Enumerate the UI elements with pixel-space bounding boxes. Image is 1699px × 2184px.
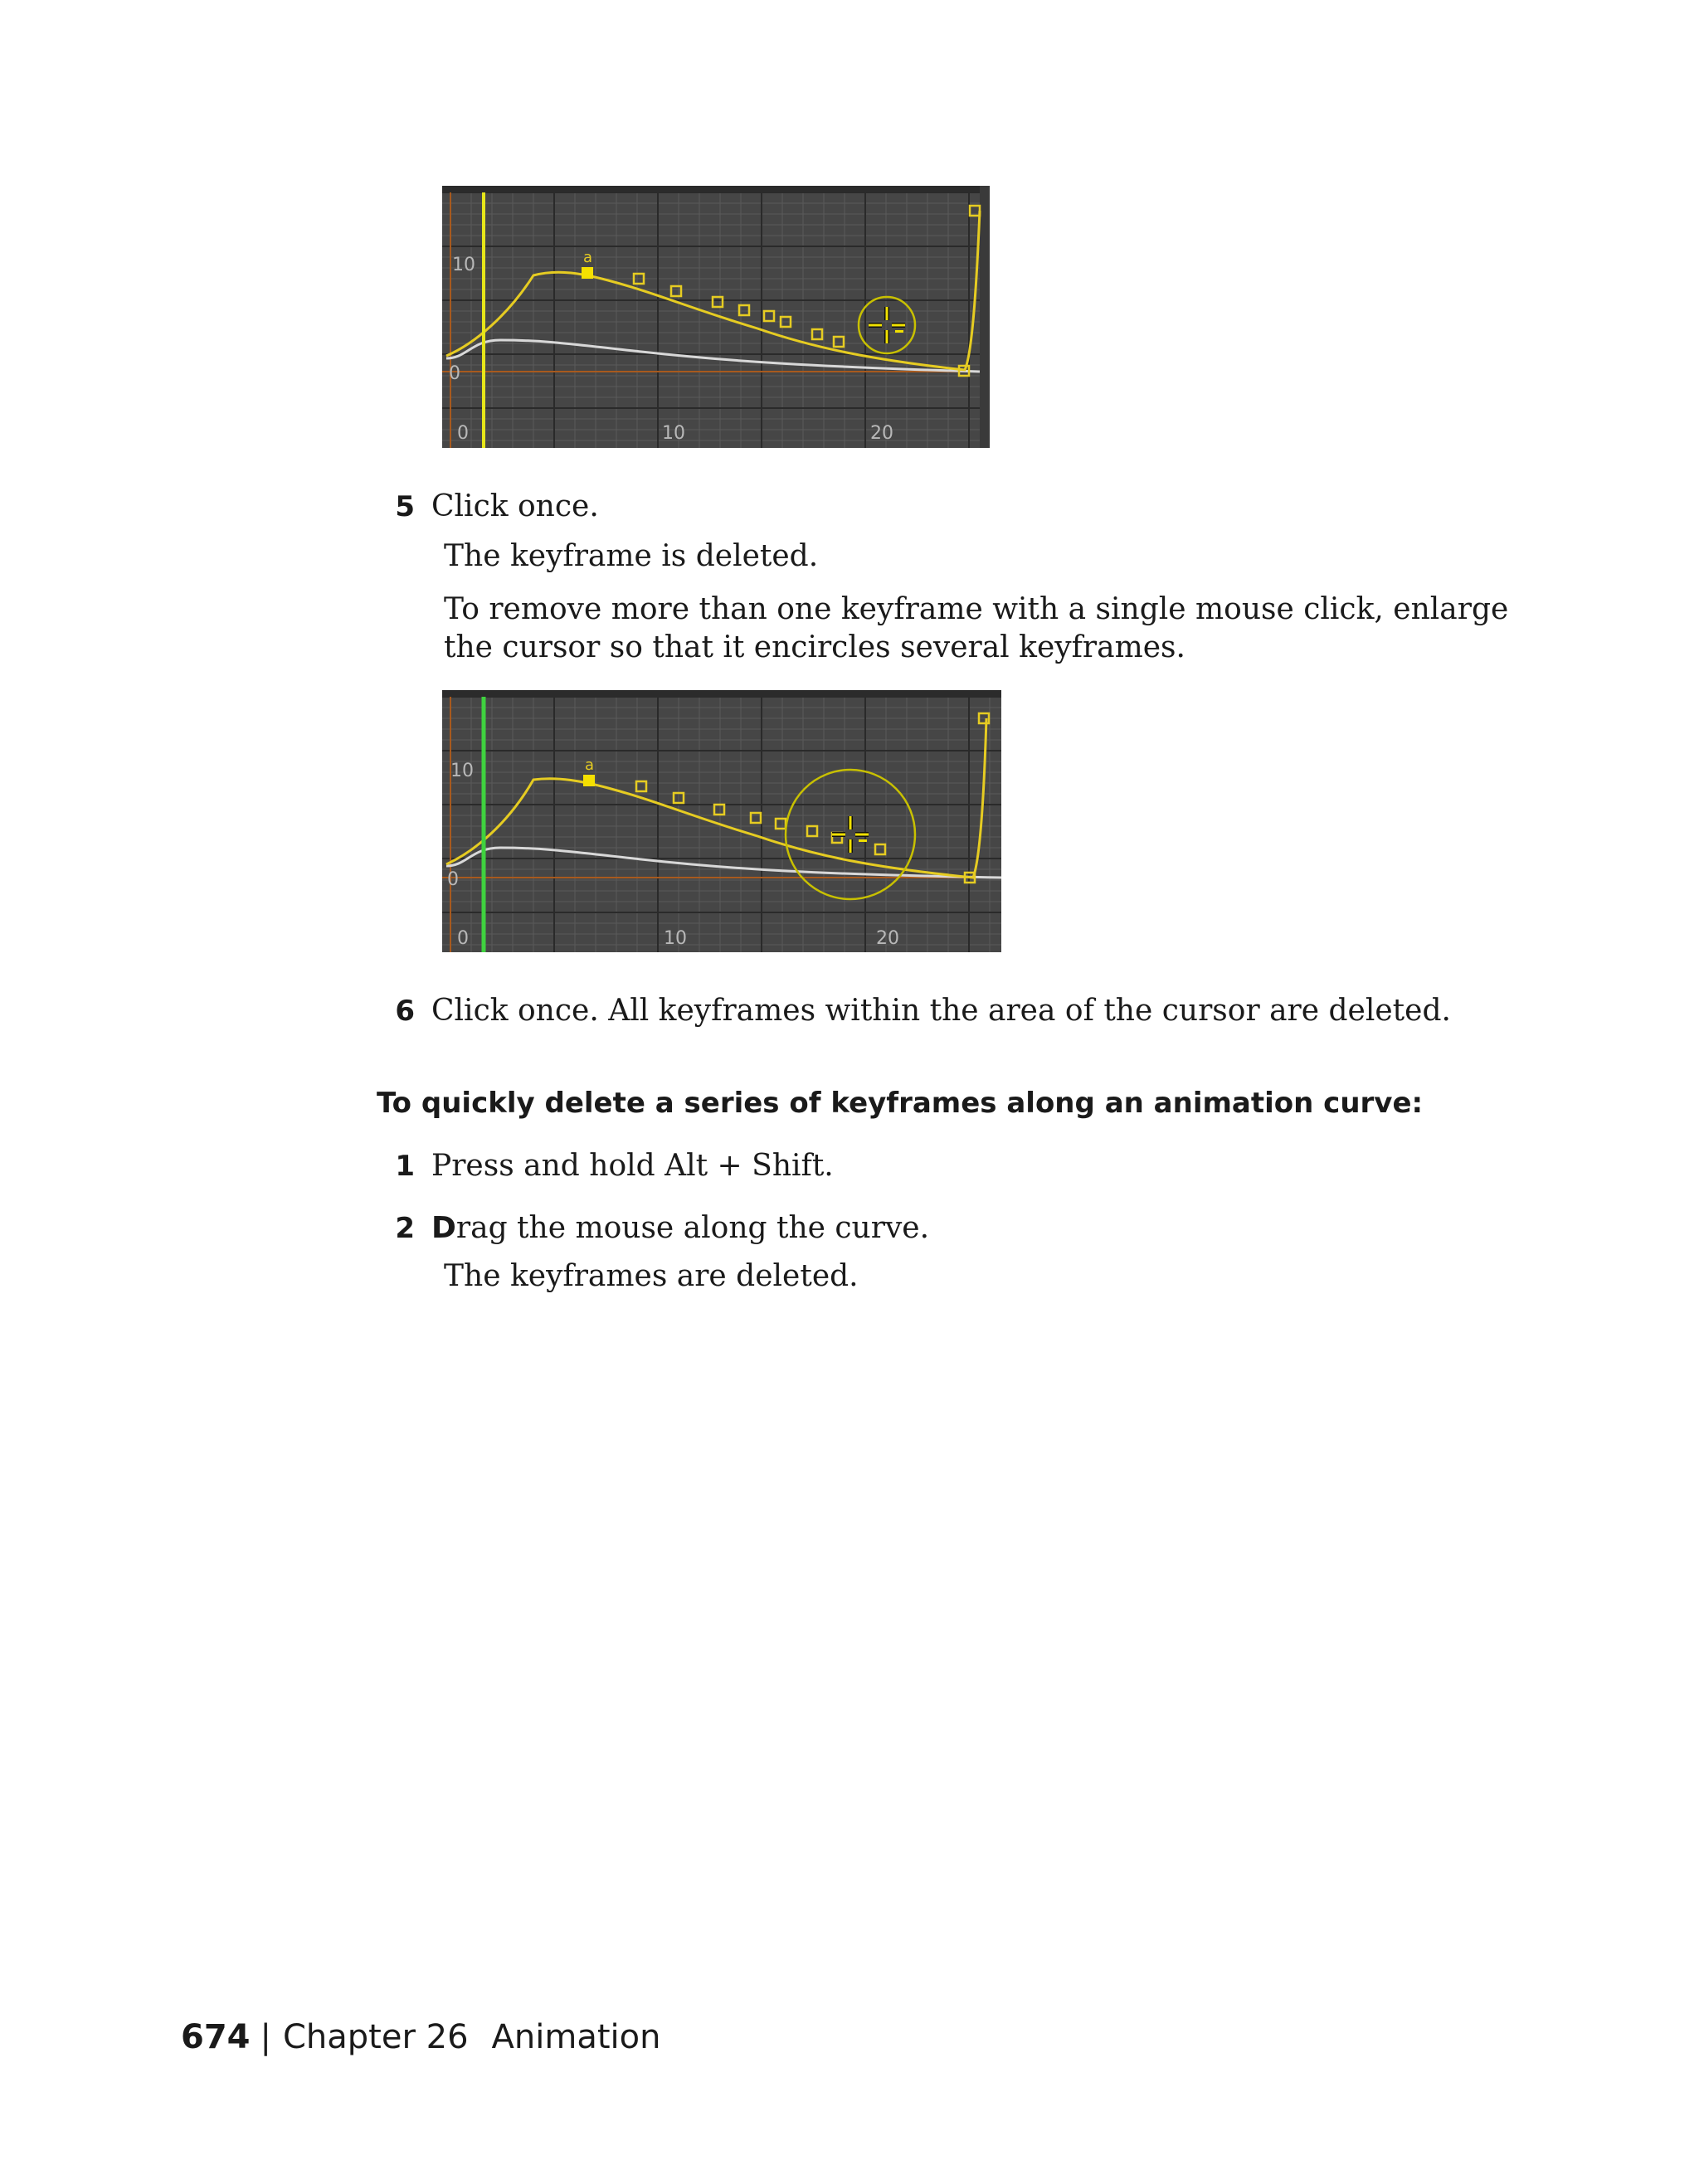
step-5 [382,488,1460,526]
x-tick-label: 20 [870,423,893,444]
step-result: The keyframes are deleted. [444,1259,859,1293]
x-tick-label: 0 [457,928,469,949]
x-tick-label: 0 [457,423,469,444]
footer-separator: | [260,2018,271,2056]
y-tick-label: 10 [452,255,475,275]
step-number: 5 [395,490,415,523]
y-tick-label: 0 [447,869,459,890]
page-number: 674 [181,2018,251,2056]
step-note-line-1: To remove more than one keyframe with a single mouse click, enlarge [444,592,1509,626]
y-tick-label: 10 [450,761,474,781]
step-number: 2 [395,1212,415,1245]
step-text: rag the mouse along the curve. [455,1211,930,1245]
y-tick-label: 0 [449,363,460,384]
procedure-step-1 [382,1147,1460,1185]
selected-keyframe[interactable] [583,775,595,786]
step-text: Click once. All keyframes within the area of the cursor are deleted. [431,994,1451,1028]
page-footer [181,2014,660,2060]
step-result: The keyframe is deleted. [444,539,819,573]
step-6 [382,992,1543,1030]
key-label: a [583,249,593,266]
x-tick-label: 10 [662,423,685,444]
curve-editor-figure-2 [442,690,1001,952]
curve-editor-figure-1 [442,186,990,448]
curve-editor-graph [442,690,1001,952]
procedure-heading: To quickly delete a series of keyframes along an animation curve: [377,1087,1424,1120]
key-label: a [585,756,595,774]
step-text-initial: D [431,1211,456,1245]
selected-keyframe[interactable] [582,267,593,279]
chapter-title: Animation [491,2018,661,2056]
procedure-step-2 [382,1209,1460,1248]
step-text: Press and hold Alt + Shift. [431,1149,834,1183]
step-text: Click once. [431,489,599,523]
x-tick-label: 10 [664,928,687,949]
chapter-label: Chapter 26 [282,2018,469,2056]
step-number: 6 [395,995,415,1028]
step-text-wrapper [431,1209,929,1248]
x-tick-label: 20 [876,928,899,949]
curve-editor-graph [442,186,990,448]
step-number: 1 [395,1150,415,1183]
step-note-line-2: the cursor so that it encircles several keyframes. [444,630,1185,664]
